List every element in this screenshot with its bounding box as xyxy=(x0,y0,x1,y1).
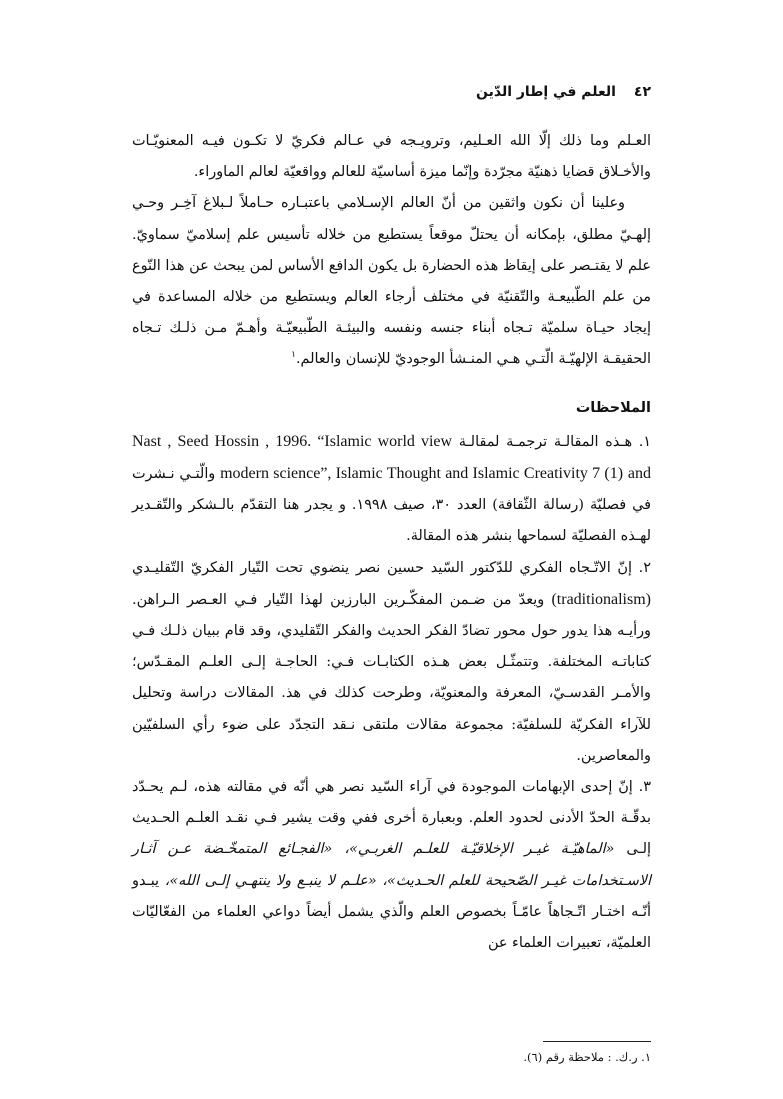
note-3-text-a: ٣. إنّ إحدى الإبهامات الموجودة في آراء السّيد نصر هي أنّه في مقالته هذه، لـم يحـدّد بدقّـة الحدّ الأدنى لحدود العلم. وبعبارة أخرى ففي وقت يشير فـي نقـد العلـم الحـديث إلـى xyxy=(132,779,651,858)
page-number: ٤٢ xyxy=(633,84,651,100)
note-3-text-b: يبـدو أنّـه اختـار اتّـجاهاً عامّـاً بخصوص العلم والّذي يشمل أيضاً دواعي العلماء من الفعّاليّات العلميّة، تعبيرات العلماء عن xyxy=(132,872,651,952)
note-1-latin-title: Nast , Seed Hossin , 1996. “Islamic world view and xyxy=(132,432,652,483)
note-2-latin-term: (traditionalism) xyxy=(551,590,651,608)
footnote-reference: ١ xyxy=(291,350,296,361)
note-3 xyxy=(132,772,651,959)
running-header xyxy=(132,84,651,100)
footnote-divider xyxy=(543,1041,651,1042)
paragraph-2-text: وعلينا أن نكون واثقين من أنّ العالم الإسـلامي باعتبـاره حـاملاً لـبلاغ آخِـر وحـي إلهـيّ مطلق، بإمكانه أن يحتلّ موقعاً يستطيع من خلاله تأسيس علم إسلاميّ سماويّ. علم لا يقتـصر على إيقاظ هذه الحضارة بل يكون الدافع الأساس لمن يبحث عن هذا النّوع من علم الطّبيعـة والتّقنيّة في مختلف أرجاء العالم ويستطيع من خلاله المساعدة في إيجاد حيـاة سلميّة تـجاه أبناء جنسه ونفسه والبيئـة الطّبيعيّـة وأهـمّ مـن ذلـك تـجاه الحقيقـة الإلهيّـة الّتـي هـي المنـشأ الوجوديّ للإنسان والعالم. xyxy=(132,195,651,368)
notes-heading: الملاحظات xyxy=(575,399,651,416)
note-1-latin-source: modern science”, Islamic Thought and Islamic Creativity 7 (1) xyxy=(220,465,624,483)
main-text xyxy=(132,126,651,959)
paragraph-2 xyxy=(132,188,651,375)
note-2-text-a: ٢. إنّ الاتّـجاه الفكري للدّكتور السّيد حسين نصر ينضوي تحت التّيار الفكريّ التّقليـدي xyxy=(132,559,651,576)
footnote: ١. ر.ك. : ملاحظة رقم (٦). xyxy=(523,1050,651,1064)
running-title: العلم في إطار الدّين xyxy=(476,84,616,100)
note-1-lead: ١. هـذه المقالـة ترجمـة لمقالـة xyxy=(458,433,652,450)
note-2 xyxy=(132,553,651,772)
note-3-quote-3: «علـم لا ينبـع ولا ينتهـي إلـى الله»، xyxy=(164,872,377,889)
note-2-text-b: ويعدّ من ضـمن المفكّـرين البارزين لهذا التّيار فـي العـصر الـراهن. ورأيـه هذا يدور حول محور تضادّ الفكر الحديث والفكر التّقليدي، وقد قام ببيان ذلـك فـي كتاباتـه المختلفة. وتتمثّـل بعض هـذه الكتابـات فـي: الحاجـة إلـى العلـم المقـدّس؛ والأمـر القدسـيّ، المعرفة والمعنويّة، وطرحت كذلك في هذ. المقالات دراسة وتحليل للآراء الفكريّة للسلفيّة: مجموعة مقالات ملتقى نـقد التجدّد على ضوء رأي السلفيّين والمعاصرين. xyxy=(132,591,651,764)
note-1 xyxy=(132,426,651,553)
note-3-quote-2: «الفجـائع المتمخّـضة عـن آثـار الاسـتخدامات غيـر الصّحيحة للعلم الحـديث»، xyxy=(132,841,651,889)
paragraph-1: العـلم وما ذلك إلّا الله العـليم، وترويـجه في عـالم فكريّ لا تكـون فيـه المعنويّـات والأخـلاق قضايا ذهنيّة مجرّدة وإنّما ميزة أساسيّة للعالم وواقعيّة لعالم الماوراء. xyxy=(132,133,651,181)
note-3-quote-1: «الماهيّـة غيـر الإخلاقيّـة للعلـم الغربـي»، xyxy=(344,841,615,858)
note-1-rest: والّتـي نـشرت في فصليّة (رسالة الثّقافة) العدد ٣٠، صيف ١٩٩٨. و يجدر هنا التقدّم بالـشكر والتّقـدير لهـذه الفصليّة لسماحها بنشر هذه المقالة. xyxy=(132,466,651,545)
